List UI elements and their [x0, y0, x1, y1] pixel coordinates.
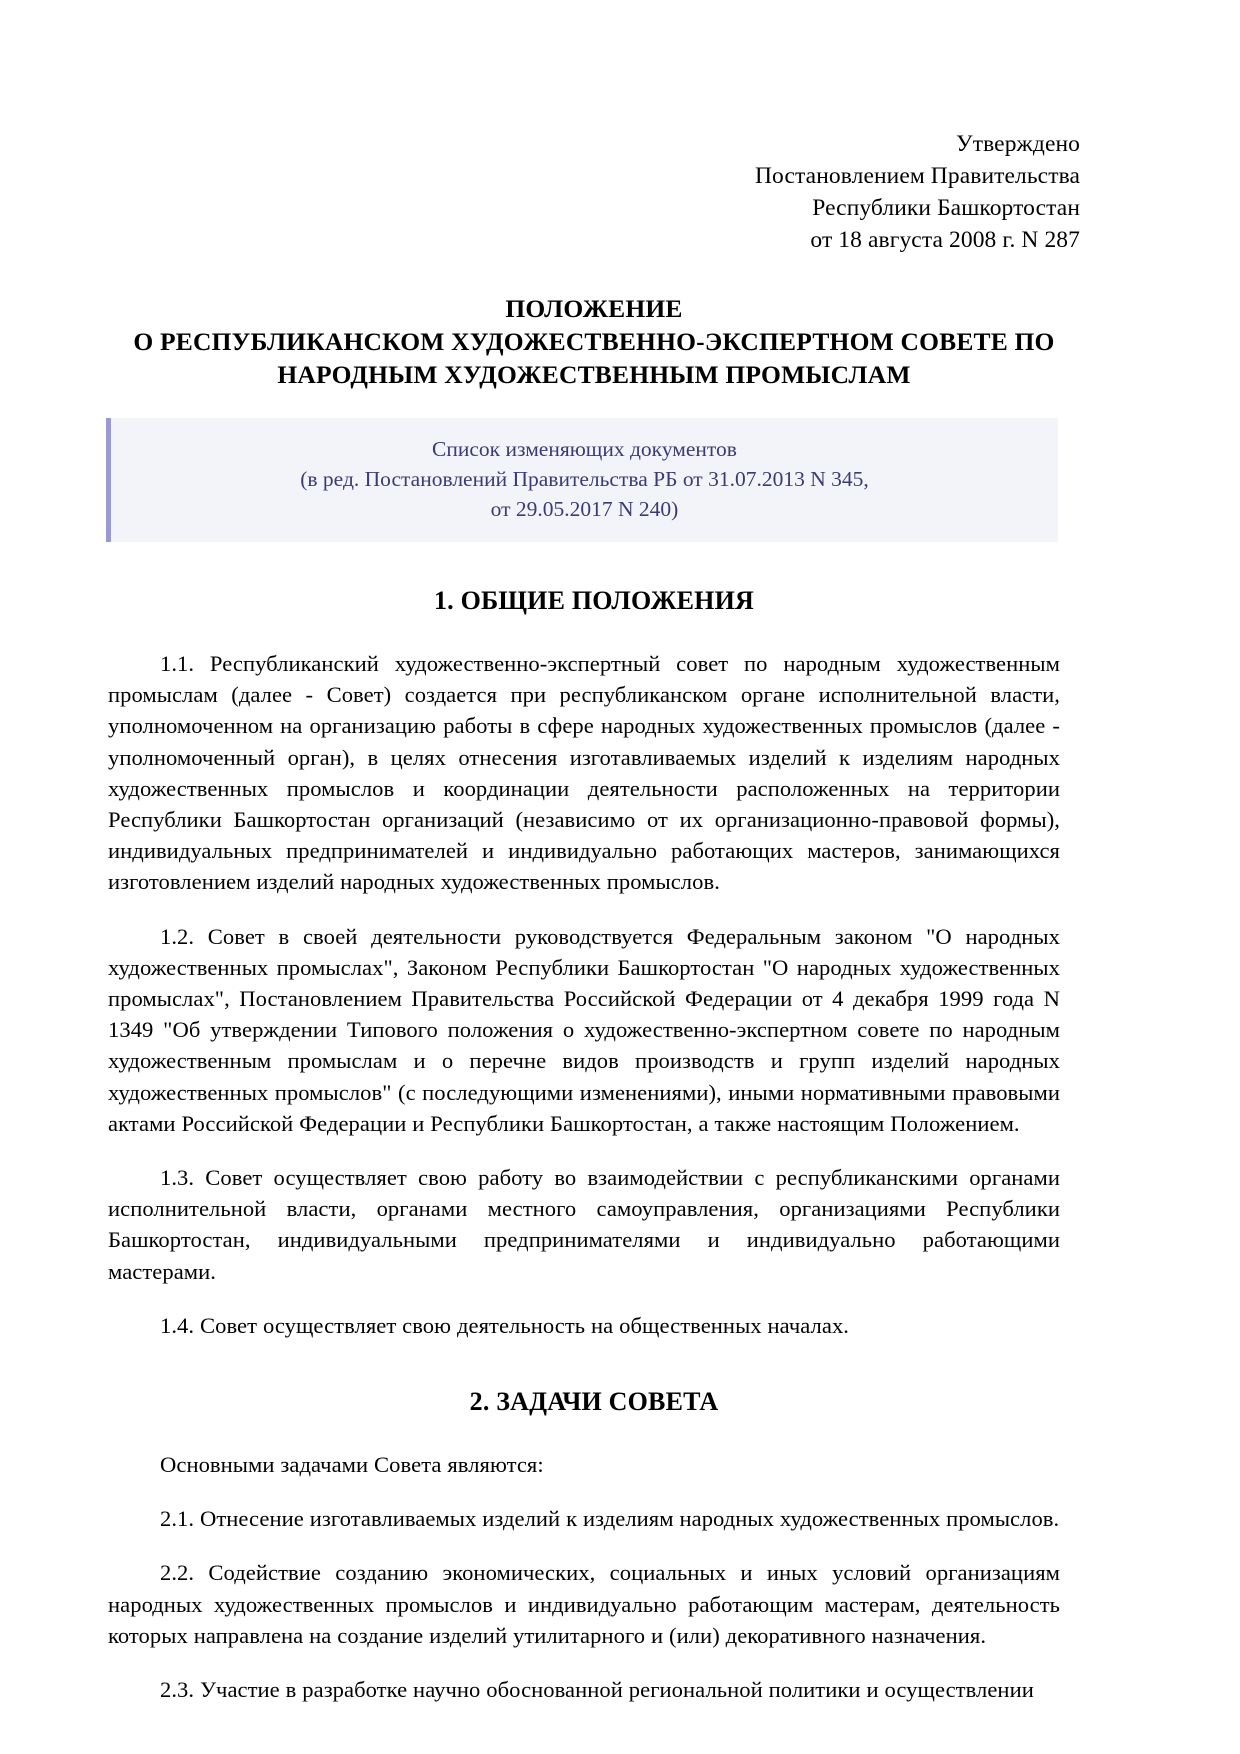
paragraph-1-2: 1.2. Совет в своей деятельности руководствуется Федеральным законом "О народных художественных промыслах", Законом Республики Башкортостан "О народных художественных промыслах", Постановлением Правительства Российской Федерации от 4 декабря 1999 года N 1349 "Об утверждении Типового положения о художественно-экспертном совете по народным художественным промыслам и о перечне видов производств и групп изделий народных художественных промыслов" (с последующими изменениями), иными нормативными правовыми актами Российской Федерации и Республики Башкортостан, а также настоящим Положением.	[108, 923, 1060, 1136]
approval-header	[108, 128, 1080, 256]
page-title	[108, 292, 1080, 391]
paragraph-2-intro: Основными задачами Совета являются:	[160, 1452, 544, 1478]
amendment-notice-heading: Список изменяющих документов	[432, 437, 737, 461]
amendment-notice-box	[106, 418, 1058, 542]
page-title-line-1: ПОЛОЖЕНИЕ	[505, 294, 683, 323]
section-heading-2: 2. ЗАДАЧИ СОВЕТА	[469, 1387, 719, 1417]
approval-line-2: Постановлением Правительства	[754, 163, 1080, 189]
paragraph-2-1: 2.1. Отнесение изготавливаемых изделий к изделиям народных художественных промыслов.	[160, 1506, 1060, 1532]
section-1-body	[108, 648, 1060, 1341]
amendment-notice-line-2: от 29.05.2017 N 240)	[490, 497, 679, 521]
section-heading-1: 1. ОБЩИЕ ПОЛОЖЕНИЯ	[433, 586, 754, 615]
page-title-line-3: НАРОДНЫМ ХУДОЖЕСТВЕННЫМ ПРОМЫСЛАМ	[277, 360, 911, 389]
page-title-line-2: О РЕСПУБЛИКАНСКОМ ХУДОЖЕСТВЕННО-ЭКСПЕРТНОМ СОВЕТЕ ПО	[133, 327, 1055, 356]
approval-line-4: от 18 августа 2008 г. N 287	[810, 227, 1080, 253]
paragraph-1-1: 1.1. Республиканский художественно-экспертный совет по народным художественным промыслам (далее - Совет) создается при республиканском органе исполнительной власти, уполномоченном на организацию работы в сфере народных художественных промыслов (далее - уполномоченный орган), в целях отнесения изготавливаемых изделий к изделиям народных художественных промыслов и координации деятельности расположенных на территории Республики Башкортостан организаций (независимо от их организационно-правовой формы), индивидуальных предпринимателей и индивидуально работающих мастеров, занимающихся изготовлением изделий народных художественных промыслов.	[108, 651, 1060, 895]
approval-line-3: Республики Башкортостан	[812, 195, 1080, 221]
paragraph-1-3: 1.3. Совет осуществляет свою работу во взаимодействии с республиканскими органами исполнительной власти, органами местного самоуправления, организациями Республики Башкортостан, индивидуальными предпринимателями и индивидуально работающими мастерами.	[108, 1165, 1060, 1284]
paragraph-2-3: 2.3. Участие в разработке научно обоснованной региональной политики и осуществлении	[160, 1677, 1034, 1703]
section-2-body	[108, 1449, 1060, 1705]
approval-line-1: Утверждено	[956, 131, 1080, 157]
paragraph-1-4: 1.4. Совет осуществляет свою деятельность на общественных началах.	[160, 1312, 849, 1338]
amendment-notice-line-1: (в ред. Постановлений Правительства РБ от 31.07.2013 N 345,	[300, 467, 869, 491]
paragraph-2-2: 2.2. Содействие созданию экономических, социальных и иных условий организациям народных художественных промыслов и индивидуально работающим мастерам, деятельность которых направлена на создание изделий утилитарного и (или) декоративного назначения.	[108, 1560, 1060, 1648]
